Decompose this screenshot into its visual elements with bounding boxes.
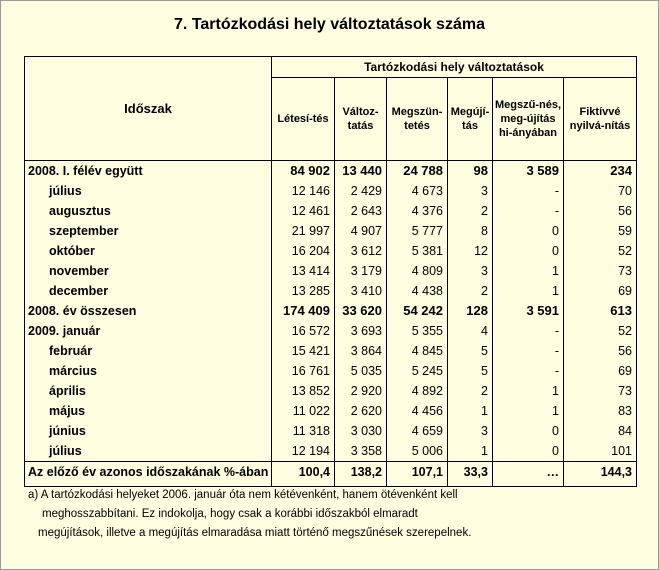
table-cell: 8 (448, 221, 493, 241)
table-cell: - (493, 341, 564, 361)
table-cell: 1 (448, 401, 493, 421)
table-row (25, 281, 637, 301)
table-cell: 13 285 (272, 281, 335, 301)
table-cell: 83 (564, 401, 637, 421)
table-cell: 3 693 (335, 321, 387, 341)
table-cell: 4 659 (387, 421, 448, 441)
row-label: március (25, 361, 272, 381)
table-cell: 5 245 (387, 361, 448, 381)
table-cell: 12 461 (272, 201, 335, 221)
table-cell: 11 318 (272, 421, 335, 441)
table-row (25, 201, 637, 221)
table-cell: 4 (448, 321, 493, 341)
table-cell: 5 381 (387, 241, 448, 261)
table-cell: 11 022 (272, 401, 335, 421)
table-cell: 84 902 (272, 161, 335, 182)
table-row (25, 421, 637, 441)
table-cell: 3 591 (493, 301, 564, 321)
row-label: október (25, 241, 272, 261)
table-cell: 3 358 (335, 441, 387, 462)
table-row (25, 221, 637, 241)
group-column-header: Tartózkodási hely változtatások (272, 57, 637, 78)
table-cell: 2 (448, 381, 493, 401)
table-title: 7. Tartózkodási hely változtatások száma (174, 16, 485, 33)
table-cell: 2 920 (335, 381, 387, 401)
table-cell: 5 006 (387, 441, 448, 462)
table-cell: 13 414 (272, 261, 335, 281)
table-cell: 0 (493, 441, 564, 462)
table-cell: 16 572 (272, 321, 335, 341)
table-cell: 4 809 (387, 261, 448, 281)
row-label: július (25, 441, 272, 462)
table-cell: 12 (448, 241, 493, 261)
table-cell: 1 (493, 381, 564, 401)
row-label: május (25, 401, 272, 421)
column-header: Fiktívvé nyilvá-nítás (564, 78, 637, 161)
table-row (25, 341, 637, 361)
table-cell: 3 (448, 181, 493, 201)
table-cell: 69 (564, 361, 637, 381)
table-cell: 73 (564, 381, 637, 401)
table-row (25, 181, 637, 201)
table-cell: 144,3 (564, 462, 637, 487)
table-container (24, 56, 636, 487)
table-row (25, 401, 637, 421)
table-row (25, 381, 637, 401)
table-cell: 3 589 (493, 161, 564, 182)
table-cell: 1 (493, 261, 564, 281)
table-cell: 4 673 (387, 181, 448, 201)
row-label: június (25, 421, 272, 441)
table-cell: 100,4 (272, 462, 335, 487)
row-label: december (25, 281, 272, 301)
table-cell: 3 030 (335, 421, 387, 441)
table-cell: 0 (493, 241, 564, 261)
table-cell: 73 (564, 261, 637, 281)
table-cell: 59 (564, 221, 637, 241)
row-label: április (25, 381, 272, 401)
table-cell: 21 997 (272, 221, 335, 241)
table-cell: 5 (448, 341, 493, 361)
table-cell: 2 429 (335, 181, 387, 201)
table-cell: 84 (564, 421, 637, 441)
footnote (28, 486, 628, 543)
table-cell: 4 438 (387, 281, 448, 301)
table-cell: 0 (493, 421, 564, 441)
row-label: Az előző év azonos időszakának %-ában (25, 462, 272, 487)
footnote-line-3: megújítások, illetve a megújítás elmaradása miatt történő megszűnések szerepelnek. (38, 527, 472, 539)
table-row (25, 261, 637, 281)
table-cell: 33 620 (335, 301, 387, 321)
table-cell: 5 (448, 361, 493, 381)
table-row (25, 301, 637, 321)
table-row (25, 361, 637, 381)
table-cell: 101 (564, 441, 637, 462)
table-cell: 2 620 (335, 401, 387, 421)
table-cell: 70 (564, 181, 637, 201)
table-cell: 69 (564, 281, 637, 301)
table-cell: 2 (448, 201, 493, 221)
table-cell: 16 761 (272, 361, 335, 381)
column-header: Változ-tatás (335, 78, 387, 161)
column-header: Megújí-tás (448, 78, 493, 161)
table-body (25, 161, 637, 487)
table-cell: 4 892 (387, 381, 448, 401)
table-cell: 3 864 (335, 341, 387, 361)
table-cell: 4 907 (335, 221, 387, 241)
column-header: Létesí-tés (272, 78, 335, 161)
table-cell: 128 (448, 301, 493, 321)
column-header: Megszű-nés, meg-újítás hi-ányában (493, 78, 564, 161)
table-cell: 4 456 (387, 401, 448, 421)
table-row (25, 321, 637, 341)
table-cell: - (493, 201, 564, 221)
table-cell: 12 146 (272, 181, 335, 201)
table-cell: 0 (493, 221, 564, 241)
table-cell: 12 194 (272, 441, 335, 462)
table-cell: 56 (564, 341, 637, 361)
table-cell: 24 788 (387, 161, 448, 182)
table-cell: 5 035 (335, 361, 387, 381)
percentage-row (25, 462, 637, 487)
row-label: 2008. I. félév együtt (25, 161, 272, 182)
footnote-line-2: meghosszabbítani. Ez indokolja, hogy csak a korábbi időszakból elmaradt (42, 508, 418, 520)
table-cell: 52 (564, 321, 637, 341)
table-row (25, 241, 637, 261)
table-cell: 234 (564, 161, 637, 182)
table-cell: 138,2 (335, 462, 387, 487)
table-cell: 15 421 (272, 341, 335, 361)
table-cell: 1 (493, 401, 564, 421)
table-cell: 56 (564, 201, 637, 221)
table-cell: 2 (448, 281, 493, 301)
row-label: szeptember (25, 221, 272, 241)
table-cell: 13 440 (335, 161, 387, 182)
row-label: augusztus (25, 201, 272, 221)
table-cell: 5 777 (387, 221, 448, 241)
table-cell: 4 376 (387, 201, 448, 221)
column-header: Megszün-tetés (387, 78, 448, 161)
table-cell: - (493, 181, 564, 201)
data-table (24, 56, 637, 487)
table-cell: - (493, 321, 564, 341)
period-column-header: Időszak (25, 57, 272, 161)
table-cell: 13 852 (272, 381, 335, 401)
table-cell: 54 242 (387, 301, 448, 321)
table-row (25, 441, 637, 462)
table-cell: - (493, 361, 564, 381)
table-cell: 3 (448, 261, 493, 281)
table-cell: 107,1 (387, 462, 448, 487)
footnote-line-1: a) A tartózkodási helyeket 2006. január óta nem kétévenként, hanem ötévenként kell (28, 489, 458, 501)
table-cell: 3 612 (335, 241, 387, 261)
table-cell: 3 (448, 421, 493, 441)
table-cell: 174 409 (272, 301, 335, 321)
table-cell: 1 (493, 281, 564, 301)
table-cell: … (493, 462, 564, 487)
table-cell: 16 204 (272, 241, 335, 261)
table-cell: 3 179 (335, 261, 387, 281)
table-cell: 4 845 (387, 341, 448, 361)
row-label: 2009. január (25, 321, 272, 341)
table-cell: 613 (564, 301, 637, 321)
row-label: 2008. év összesen (25, 301, 272, 321)
table-cell: 5 355 (387, 321, 448, 341)
row-label: november (25, 261, 272, 281)
row-label: február (25, 341, 272, 361)
table-cell: 2 643 (335, 201, 387, 221)
table-cell: 52 (564, 241, 637, 261)
row-label: július (25, 181, 272, 201)
table-row (25, 161, 637, 182)
table-cell: 1 (448, 441, 493, 462)
table-cell: 3 410 (335, 281, 387, 301)
table-cell: 33,3 (448, 462, 493, 487)
table-cell: 98 (448, 161, 493, 182)
